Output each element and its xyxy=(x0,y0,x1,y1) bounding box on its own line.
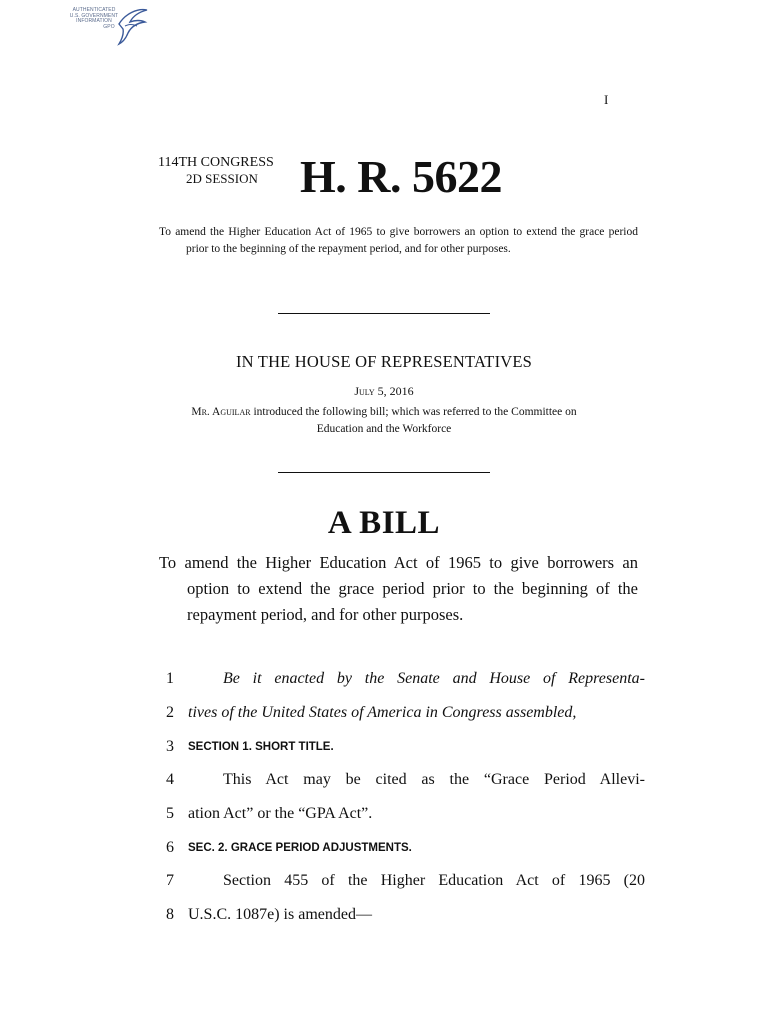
stamp-line: INFORMATION xyxy=(76,18,112,25)
bill-line xyxy=(150,735,610,759)
stamp-line: AUTHENTICATED xyxy=(72,7,116,13)
eagle-logo-icon xyxy=(115,6,149,46)
bill-line xyxy=(150,903,610,927)
enacting-clause: tives of the United States of America in Congress assembled, xyxy=(188,704,577,721)
purpose-summary: To amend the Higher Education Act of 1965 to give borrowers an option to extend the grace period prior to the beginning of the repayment period, and for other purposes. xyxy=(159,226,638,255)
section-heading: SECTION 1. SHORT TITLE. xyxy=(188,741,334,753)
line-number: 1 xyxy=(166,670,174,687)
congress-label: 114TH CONGRESS xyxy=(158,155,274,170)
bill-line xyxy=(150,802,610,826)
line-number: 2 xyxy=(166,704,174,721)
divider xyxy=(278,313,490,314)
congress-session-block xyxy=(158,155,274,187)
stamp-line: U.S. GOVERNMENT xyxy=(69,12,119,19)
section-text: This Act may be cited as the “Grace Period Allevi- xyxy=(223,771,645,788)
line-number: 3 xyxy=(166,738,174,755)
bill-line xyxy=(150,869,645,893)
document-type-heading: A BILL xyxy=(327,505,441,541)
bill-number: H. R. 5622 xyxy=(300,151,502,202)
section-text: ation Act” or the “GPA Act”. xyxy=(188,805,373,822)
divider xyxy=(278,472,490,473)
bill-line xyxy=(150,667,645,691)
bill-line xyxy=(150,701,610,725)
introduction-text xyxy=(180,404,588,438)
enacting-clause: Be it enacted by the Senate and House of Representa- xyxy=(223,670,645,687)
bill-purpose: To amend the Higher Education Act of 1965 to give borrowers an option to extend the grace period prior to the beginning of the repayment period, and for other purposes. xyxy=(159,553,638,624)
sponsor-name: Mr. Aguilar xyxy=(191,406,251,418)
introduction-date: July 5, 2016 xyxy=(354,384,414,398)
line-number: 7 xyxy=(166,872,174,889)
session-label: 2D SESSION xyxy=(186,171,258,186)
section-text: Section 455 of the Higher Education Act of 1965 (20 xyxy=(223,872,645,889)
bill-line xyxy=(150,768,645,792)
line-number: 6 xyxy=(166,839,174,856)
line-number: 4 xyxy=(166,771,174,788)
line-number: 5 xyxy=(166,805,174,822)
page-marker: I xyxy=(604,92,609,107)
chamber-heading: IN THE HOUSE OF REPRESENTATIVES xyxy=(235,352,533,371)
gpo-authentication-stamp xyxy=(63,6,147,50)
stamp-line: GPO xyxy=(103,23,115,30)
section-text: U.S.C. 1087e) is amended— xyxy=(188,906,372,923)
line-number: 8 xyxy=(166,906,174,923)
section-heading: SEC. 2. GRACE PERIOD ADJUSTMENTS. xyxy=(188,842,412,854)
referral-text: introduced the following bill; which was referred to the Committee on Education and the Workforce xyxy=(253,406,577,435)
bill-line xyxy=(150,836,610,860)
